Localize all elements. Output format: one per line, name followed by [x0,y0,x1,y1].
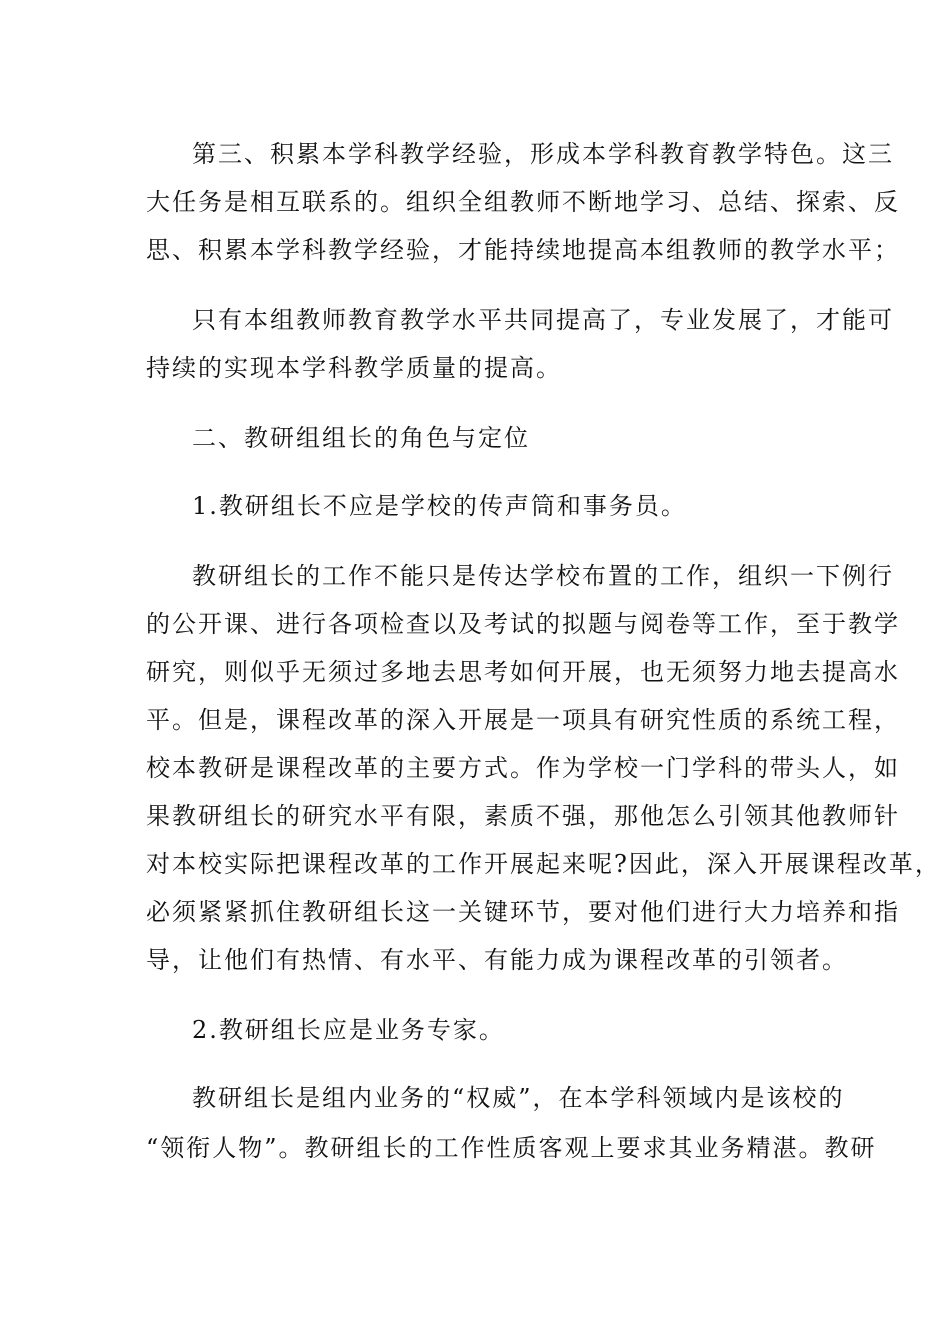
paragraph-line: 持续的实现本学科教学质量的提高。 [146,354,562,382]
paragraph-line: 思、积累本学科教学经验，才能持续地提高本组教师的教学水平； [146,236,900,264]
paragraph-line: 必须紧紧抓住教研组长这一关键环节，要对他们进行大力培养和指 [146,898,900,926]
subsection-heading: 2.教研组长应是业务专家。 [192,1016,505,1044]
paragraph-line: 研究，则似乎无须过多地去思考如何开展，也无须努力地去提高水 [146,658,900,686]
paragraph-line: “领衔人物”。教研组长的工作性质客观上要求其业务精湛。教研 [146,1134,877,1162]
subsection-heading: 1.教研组长不应是学校的传声筒和事务员。 [192,492,687,520]
paragraph-line: 教研组长的工作不能只是传达学校布置的工作，组织一下例行 [192,562,894,590]
paragraph-line: 果教研组长的研究水平有限，素质不强，那他怎么引领其他教师针 [146,802,900,830]
paragraph-line: 大任务是相互联系的。组织全组教师不断地学习、总结、探索、反 [146,188,900,216]
paragraph-line: 教研组长是组内业务的“权威”，在本学科领域内是该校的 [192,1084,845,1112]
paragraph-line: 对本校实际把课程改革的工作开展起来呢?因此，深入开展课程改革， [146,850,941,878]
paragraph-line: 的公开课、进行各项检查以及考试的拟题与阅卷等工作，至于教学 [146,610,900,638]
paragraph-line: 导，让他们有热情、有水平、有能力成为课程改革的引领者。 [146,946,848,974]
paragraph-line: 只有本组教师教育教学水平共同提高了，专业发展了，才能可 [192,306,894,334]
paragraph-line: 平。但是，课程改革的深入开展是一项具有研究性质的系统工程， [146,706,900,734]
section-heading: 二、教研组组长的角色与定位 [192,424,530,452]
paragraph-line: 校本教研是课程改革的主要方式。作为学校一门学科的带头人，如 [146,754,900,782]
paragraph-line: 第三、积累本学科教学经验，形成本学科教育教学特色。这三 [192,140,894,168]
